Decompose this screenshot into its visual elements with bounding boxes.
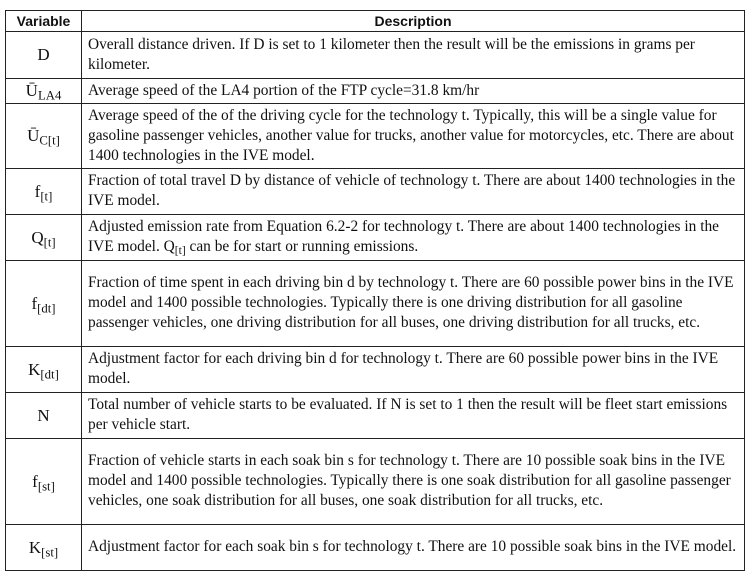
variable-subscript: [dt] bbox=[37, 301, 56, 316]
table-row bbox=[6, 32, 745, 79]
description-text: Average speed of the of the driving cycle for the technology t. Typically, this will be a single value for gasoline passenger vehicles, another value for trucks, another value for motorcycles, etc. There are about 1400 technologies in the IVE model. bbox=[88, 106, 734, 164]
variable-subscript: [t] bbox=[40, 189, 53, 204]
description-cell bbox=[82, 104, 745, 169]
description-text: Average speed of the LA4 portion of the FTP cycle=31.8 km/hr bbox=[88, 81, 480, 99]
variable-symbol: Q bbox=[31, 227, 44, 247]
variable-subscript: [t] bbox=[43, 235, 56, 250]
header-row bbox=[6, 11, 745, 32]
variable-subscript: [dt] bbox=[40, 367, 59, 382]
description-cell bbox=[82, 79, 745, 104]
variable-cell bbox=[6, 104, 82, 169]
description-cell bbox=[82, 261, 745, 347]
table-row bbox=[6, 215, 745, 261]
table-row bbox=[6, 104, 745, 169]
variable-subscript: [st] bbox=[37, 479, 55, 494]
variable-cell bbox=[6, 79, 82, 104]
variable-cell bbox=[6, 32, 82, 79]
description-text: Total number of vehicle starts to be evaluated. If N is set to 1 then the result will be fleet start emissions per vehicle start. bbox=[88, 396, 728, 433]
description-text: Fraction of vehicle starts in each soak bin s for technology t. There are 10 possible soak bins in the IVE model and 1400 possible technologies. Typically there is one soak distribution for all gasoline passenger vehicles, one soak distribution for all buses, one soak distribution for all trucks, etc. bbox=[88, 452, 731, 509]
description-cell bbox=[82, 393, 745, 439]
description-cell bbox=[82, 525, 745, 571]
description-column-header: Description bbox=[82, 11, 745, 32]
variable-cell bbox=[6, 393, 82, 439]
table-row bbox=[6, 79, 745, 104]
variable-symbol: Ū bbox=[27, 126, 40, 145]
description-cell bbox=[82, 215, 745, 261]
description-text: Fraction of time spent in each driving bin d by technology t. There are 60 possible power bins in the IVE model and 1400 possible technologies. Typically there is one driving distribution for all gasoline passenger vehicles, one driving distribution for all buses, one driving distribution for all trucks, etc. bbox=[88, 274, 734, 331]
table-row bbox=[6, 525, 745, 571]
table-row bbox=[6, 169, 745, 215]
variable-cell bbox=[6, 261, 82, 347]
variable-subscript: [st] bbox=[41, 545, 59, 560]
table-row bbox=[6, 261, 745, 347]
variable-symbol: f bbox=[32, 471, 38, 491]
variable-cell bbox=[6, 439, 82, 525]
table-row bbox=[6, 393, 745, 439]
variable-symbol: f bbox=[34, 181, 41, 201]
description-text: can be for start or running emissions. bbox=[185, 238, 419, 255]
variable-cell bbox=[6, 347, 82, 393]
table-row bbox=[6, 439, 745, 525]
variable-description-table bbox=[5, 10, 745, 571]
description-text: Overall distance driven. If D is set to 1 kilometer then the result will be the emissions in grams per kilometer. bbox=[88, 35, 695, 73]
description-cell bbox=[82, 347, 745, 393]
description-text: Fraction of total travel D by distance of vehicle of technology t. There are about 1400 technologies in the IVE model. bbox=[88, 172, 736, 209]
description-text: Adjustment factor for each driving bin d for technology t. There are 60 possible power bins in the IVE model. bbox=[88, 350, 719, 387]
variable-column-header: Variable bbox=[6, 11, 82, 32]
variable-symbol: N bbox=[37, 405, 50, 425]
variable-subscript: C[t] bbox=[39, 133, 60, 148]
description-cell bbox=[82, 439, 745, 525]
table-row bbox=[6, 347, 745, 393]
variable-symbol: D bbox=[37, 45, 50, 64]
variable-symbol: K bbox=[28, 537, 42, 557]
description-cell bbox=[82, 169, 745, 215]
description-subscript: [t] bbox=[174, 245, 186, 258]
variable-symbol: f bbox=[31, 293, 38, 313]
variable-symbol: K bbox=[28, 359, 41, 379]
variable-subscript: LA4 bbox=[37, 88, 62, 103]
description-text: Adjustment factor for each soak bin s for technology t. There are 10 possible soak bins in the IVE model. bbox=[88, 538, 737, 555]
variable-cell bbox=[6, 525, 82, 571]
variable-cell bbox=[6, 215, 82, 261]
variable-symbol: Ū bbox=[25, 81, 38, 100]
description-text: Adjusted emission rate from Equation 6.2-2 for technology t. There are about 1400 technologies in the IVE model. Q bbox=[88, 218, 720, 255]
description-cell bbox=[82, 32, 745, 79]
variable-cell bbox=[6, 169, 82, 215]
